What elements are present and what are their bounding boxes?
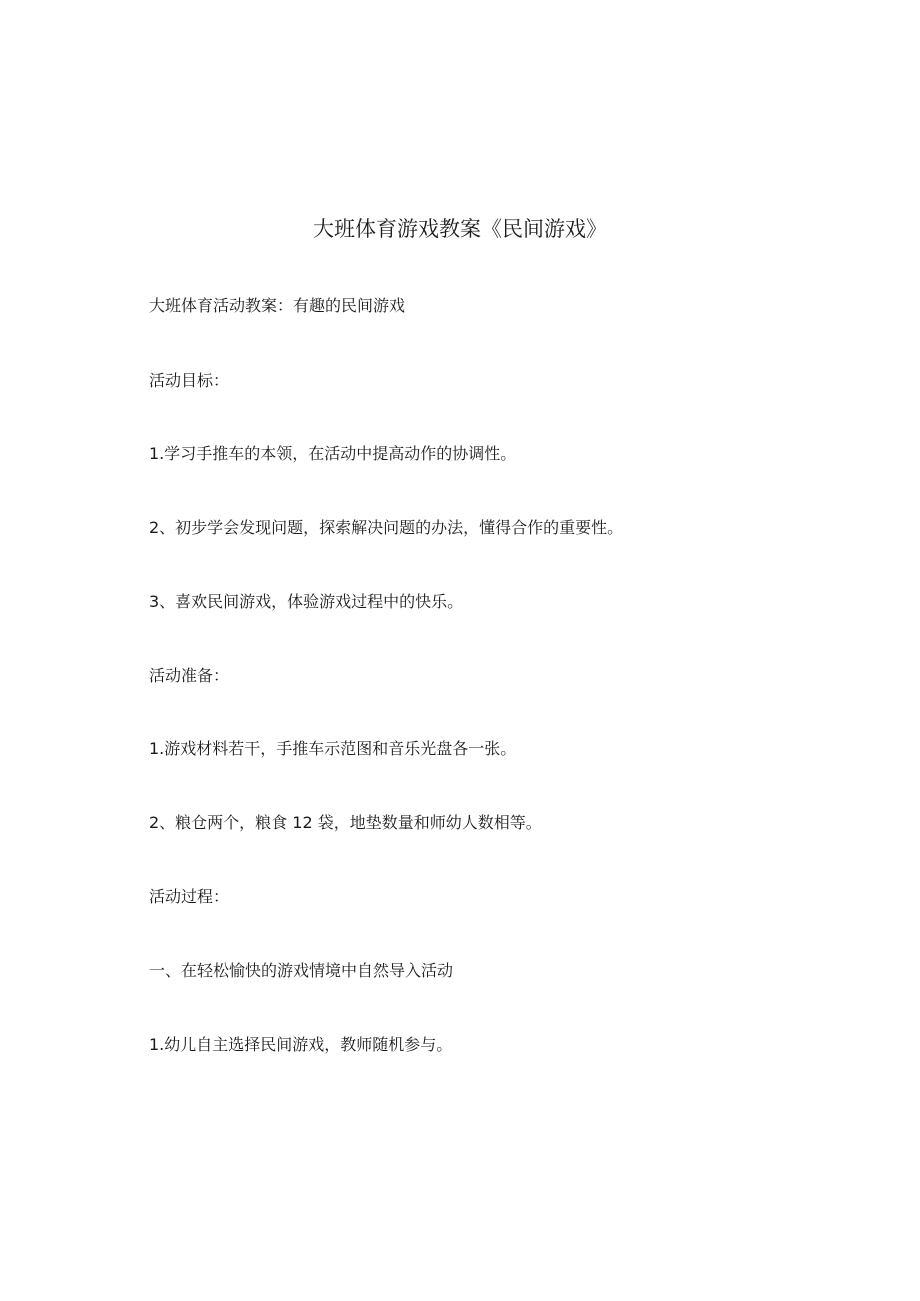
preparation-item-2: 2、粮仓两个，粮食 12 袋，地垫数量和师幼人数相等。 xyxy=(149,813,542,832)
subtitle-paragraph: 大班体育活动教案：有趣的民间游戏 xyxy=(149,296,406,315)
process-step-1: 一、在轻松愉快的游戏情境中自然导入活动 xyxy=(149,961,454,980)
goal-item-3: 3、喜欢民间游戏，体验游戏过程中的快乐。 xyxy=(149,592,464,611)
process-substep-1: 1.幼儿自主选择民间游戏，教师随机参与。 xyxy=(149,1035,453,1054)
goal-item-1: 1.学习手推车的本领，在活动中提高动作的协调性。 xyxy=(149,444,517,463)
preparation-item-1: 1.游戏材料若干，手推车示范图和音乐光盘各一张。 xyxy=(149,739,517,758)
section-heading-goals: 活动目标： xyxy=(149,371,230,390)
section-heading-process: 活动过程： xyxy=(149,887,230,906)
section-heading-preparation: 活动准备： xyxy=(149,666,230,685)
goal-item-2: 2、初步学会发现问题，探索解决问题的办法，懂得合作的重要性。 xyxy=(149,518,624,537)
document-title: 大班体育游戏教案《民间游戏》 xyxy=(313,217,607,241)
